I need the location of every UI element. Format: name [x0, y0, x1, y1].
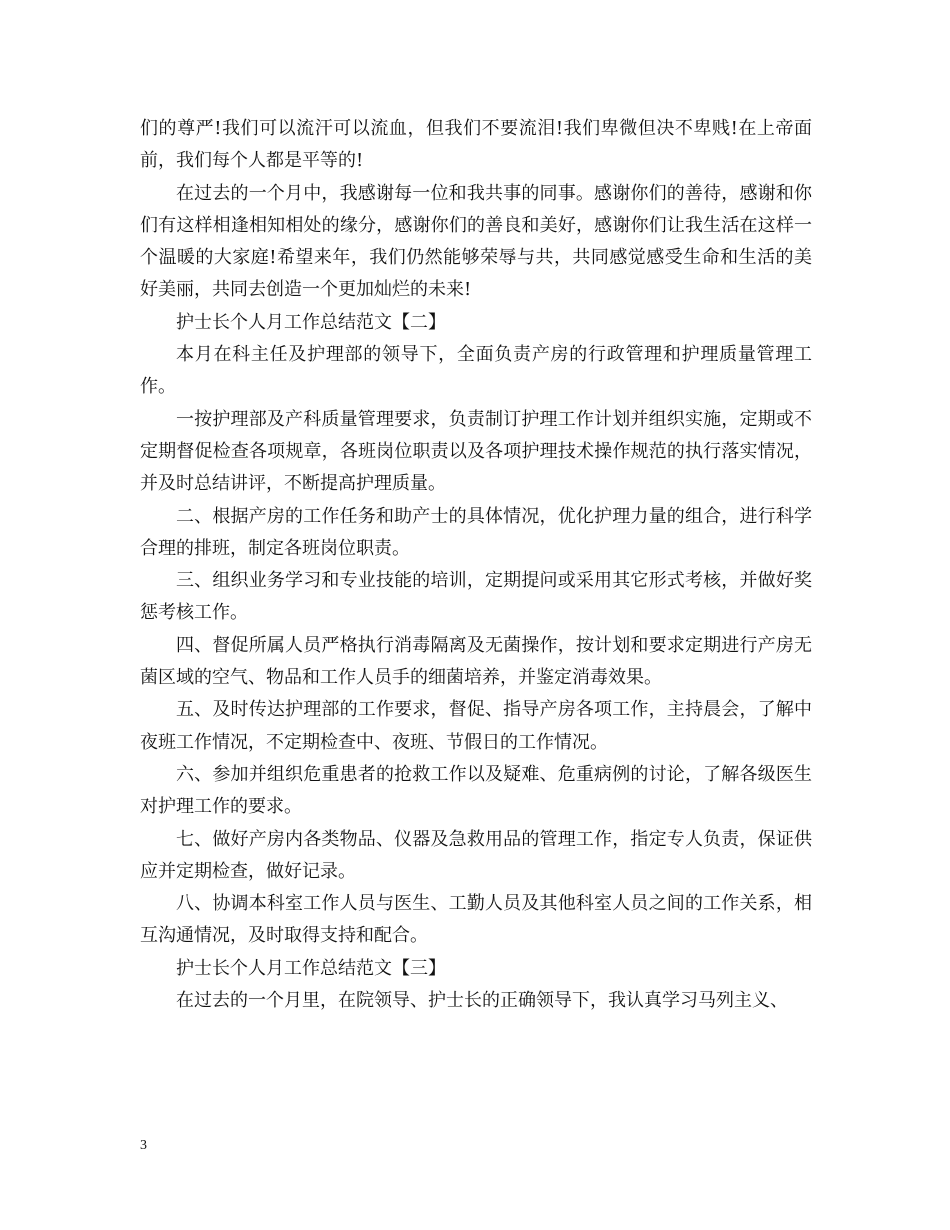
paragraph: 一按护理部及产科质量管理要求，负责制订护理工作计划并组织实施，定期或不定期督促检查各项规章，各班岗位职责以及各项护理技术操作规范的执行落实情况，并及时总结讲评，不断提高护理质量。 — [140, 408, 812, 495]
paragraph: 三、组织业务学习和专业技能的培训，定期提问或采用其它形式考核，并做好奖惩考核工作。 — [140, 570, 812, 624]
section-heading: 护士长个人月工作总结范文【二】 — [176, 311, 446, 333]
paragraph: 在过去的一个月里，在院领导、护士长的正确领导下，我认真学习马列主义、 — [176, 990, 788, 1012]
section-heading: 护士长个人月工作总结范文【三】 — [176, 957, 446, 979]
paragraph: 五、及时传达护理部的工作要求，督促、指导产房各项工作，主持晨会，了解中夜班工作情况，不定期检查中、夜班、节假日的工作情况。 — [140, 699, 812, 753]
paragraph: 二、根据产房的工作任务和助产士的具体情况，优化护理力量的组合，进行科学合理的排班，制定各班岗位职责。 — [140, 505, 812, 559]
paragraph: 四、督促所属人员严格执行消毒隔离及无菌操作，按计划和要求定期进行产房无菌区域的空气、物品和工作人员手的细菌培养，并鉴定消毒效果。 — [140, 634, 812, 689]
page-number: 3 — [140, 1138, 147, 1153]
paragraph: 八、协调本科室工作人员与医生、工勤人员及其他科室人员之间的工作关系，相互沟通情况，及时取得支持和配合。 — [140, 893, 812, 947]
paragraph: 们的尊严!我们可以流汗可以流血，但我们不要流泪!我们卑微但决不卑贱!在上帝面前，我们每个人都是平等的! — [140, 118, 812, 172]
paragraph: 在过去的一个月中，我感谢每一位和我共事的同事。感谢你们的善待，感谢和你们有这样相逢相知相处的缘分，感谢你们的善良和美好，感谢你们让我生活在这样一个温暖的大家庭!希望来年，我们仍然能够荣辱与共，共同感觉感受生命和生活的美好美丽，共同去创造一个更加灿烂的未来! — [140, 182, 812, 301]
paragraph: 六、参加并组织危重患者的抢救工作以及疑难、危重病例的讨论，了解各级医生对护理工作的要求。 — [140, 763, 812, 818]
paragraph: 本月在科主任及护理部的领导下，全面负责产房的行政管理和护理质量管理工作。 — [140, 344, 812, 398]
document-body — [140, 113, 812, 1017]
paragraph: 七、做好产房内各类物品、仪器及急救用品的管理工作，指定专人负责，保证供应并定期检查，做好记录。 — [140, 828, 812, 882]
